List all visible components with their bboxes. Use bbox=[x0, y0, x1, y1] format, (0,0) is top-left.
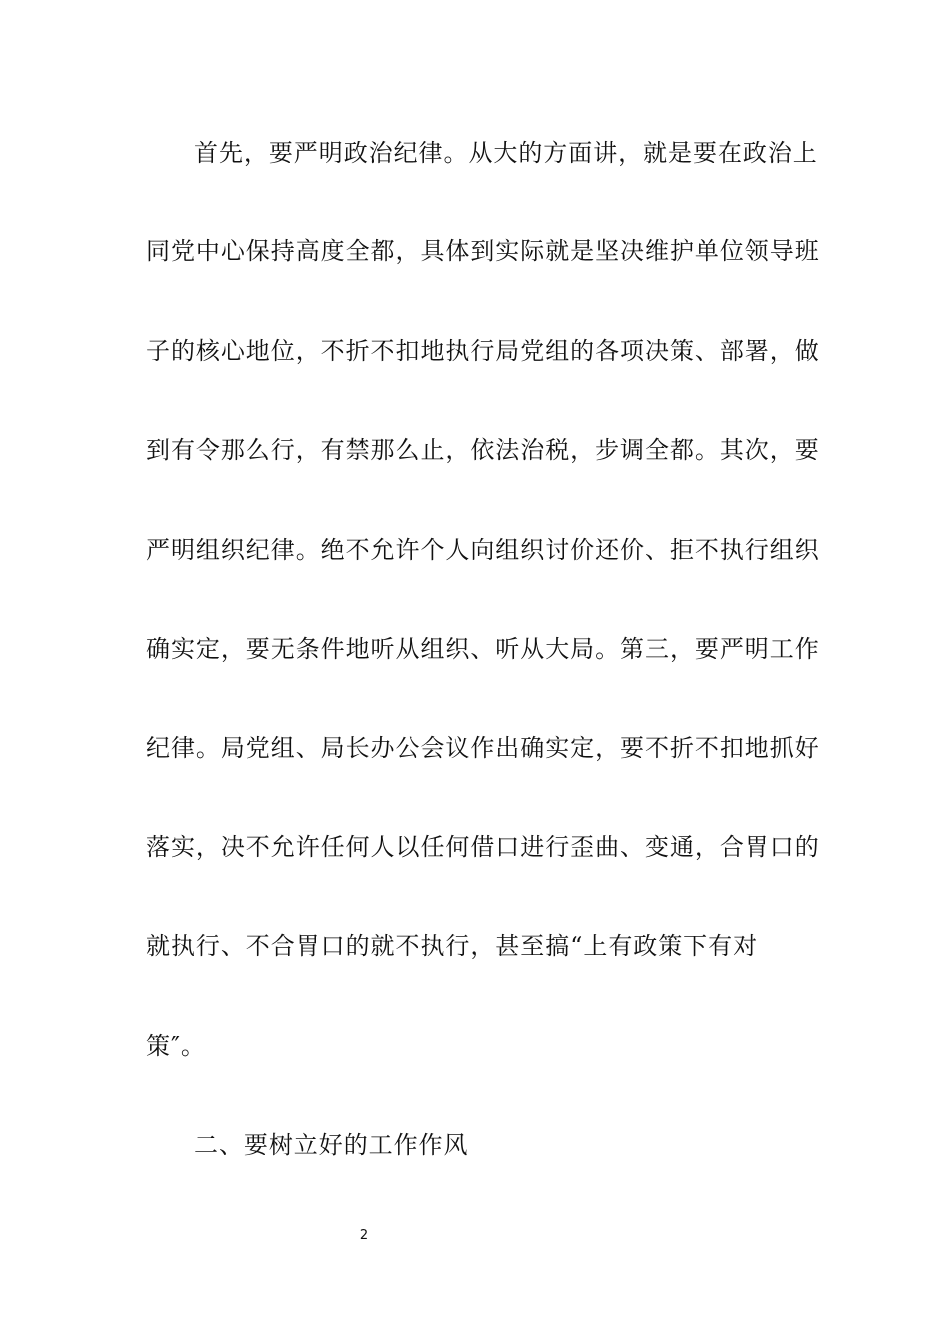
page-number: 2 bbox=[359, 1228, 369, 1243]
section-heading: 二、要树立好的工作作风 bbox=[194, 1131, 469, 1159]
paragraph-line-4: 到有令那么行，有禁那么止，依法治税，步调全都。其次，要 bbox=[146, 436, 820, 464]
paragraph-line-5: 严明组织纪律。绝不允许个人向组织讨价还价、拒不执行组织 bbox=[146, 536, 820, 564]
paragraph-line-2: 同党中心保持高度全都，具体到实际就是坚决维护单位领导班 bbox=[146, 237, 820, 265]
paragraph-line-8: 落实，决不允许任何人以任何借口进行歪曲、变通，合胃口的 bbox=[146, 833, 820, 861]
paragraph-line-9: 就执行、不合胃口的就不执行，甚至搞“上有政策下有对 bbox=[146, 932, 759, 960]
paragraph-line-6: 确实定，要无条件地听从组织、听从大局。第三，要严明工作 bbox=[146, 635, 820, 663]
paragraph-line-3: 子的核心地位，不折不扣地执行局党组的各项决策、部署，做 bbox=[146, 337, 820, 365]
paragraph-line-10: 策″。 bbox=[146, 1032, 206, 1060]
paragraph-line-7: 纪律。局党组、局长办公会议作出确实定，要不折不扣地抓好 bbox=[146, 734, 820, 762]
paragraph-line-1: 首先，要严明政治纪律。从大的方面讲，就是要在政治上 bbox=[194, 139, 818, 167]
